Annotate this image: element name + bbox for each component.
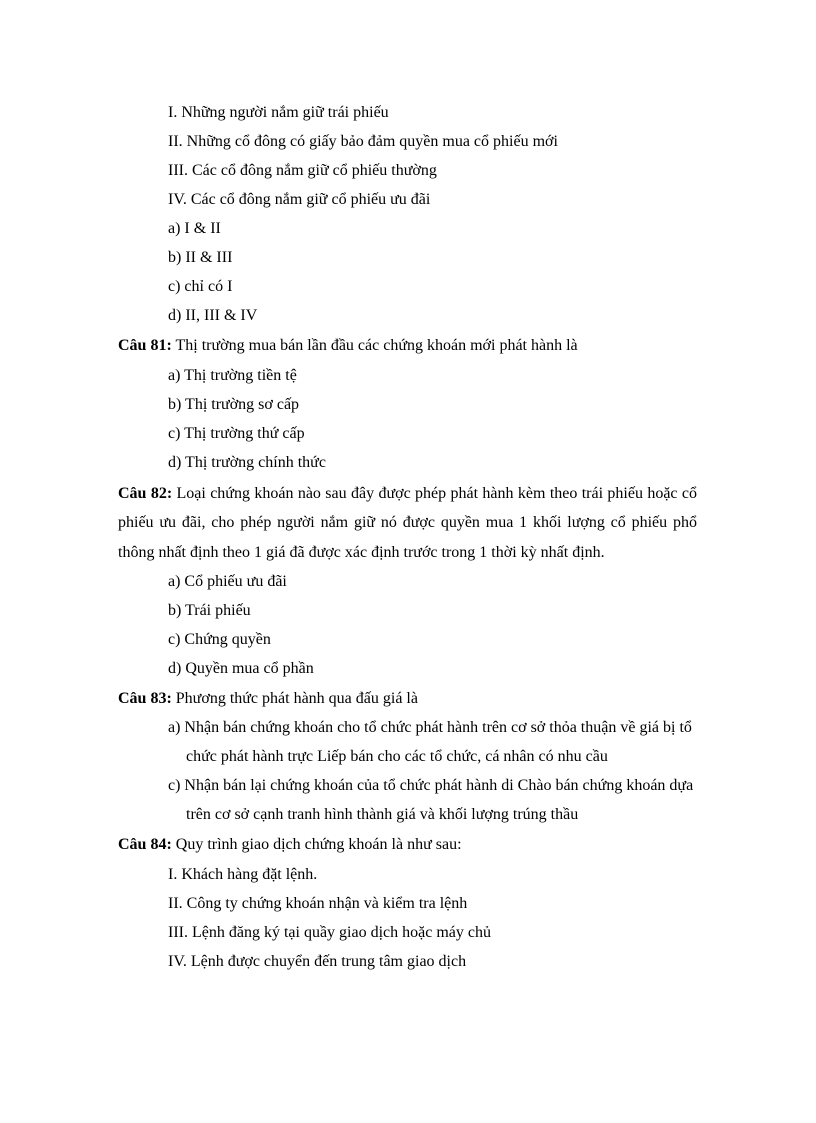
answer-option: d) Quyền mua cổ phần [168, 660, 314, 677]
list-item: I. Những người nắm giữ trái phiếu [168, 104, 389, 121]
list-item: II. Những cổ đông có giấy bảo đảm quyền mua cổ phiếu mới [168, 133, 558, 150]
answer-option: c) Thị trường thứ cấp [168, 425, 305, 442]
question-text: Phương thức phát hành qua đấu giá là [171, 690, 418, 707]
question-82 [118, 479, 697, 567]
list-item: III. Lệnh đăng ký tại quầy giao dịch hoặc máy chủ [168, 924, 491, 941]
list-item: IV. Các cổ đông nắm giữ cổ phiếu ưu đãi [168, 191, 431, 208]
question-label: Câu 83: [118, 690, 172, 707]
answer-option: b) Thị trường sơ cấp [168, 396, 300, 413]
question-text: Quy trình giao dịch chứng khoán là như sau: [171, 836, 462, 853]
list-item: IV. Lệnh được chuyển đến trung tâm giao dịch [168, 953, 467, 970]
question-81 [118, 336, 578, 356]
question-text: Loại chứng khoán nào sau đây được phép phát hành kèm theo trái phiếu hoặc cổ phiếu ưu đãi, cho phép người nắm giữ nó được quyền mua 1 khối lượng cổ phiếu phổ thông nhất định theo 1 giá đã được xác định trước trong 1 thời kỳ nhất định. [118, 485, 698, 561]
question-label: Câu 84: [118, 836, 172, 853]
answer-option: a) Thị trường tiền tệ [168, 367, 297, 384]
answer-option: b) Trái phiếu [168, 602, 251, 619]
question-83 [118, 689, 418, 709]
list-item: III. Các cổ đông nắm giữ cổ phiếu thường [168, 162, 437, 179]
list-item: I. Khách hàng đặt lệnh. [168, 866, 318, 883]
answer-option: a) Cổ phiếu ưu đãi [168, 573, 287, 590]
answer-option: d) II, III & IV [168, 307, 258, 324]
answer-option: d) Thị trường chính thức [168, 454, 326, 471]
answer-option-line: a) Nhận bán chứng khoán cho tổ chức phát hành trên cơ sở thỏa thuận về giá bị tổ [168, 719, 692, 736]
list-item: II. Công ty chứng khoán nhận và kiểm tra lệnh [168, 895, 468, 912]
answer-option: c) chỉ có I [168, 278, 233, 295]
answer-option-line: chức phát hành trực Liếp bán cho các tổ chức, cá nhân có nhu cầu [186, 748, 608, 765]
question-84 [118, 835, 462, 855]
question-text: Thị trường mua bán lần đầu các chứng khoán mới phát hành là [171, 337, 578, 354]
answer-option: c) Chứng quyền [168, 631, 271, 648]
answer-option: b) II & III [168, 249, 233, 266]
answer-option-line: trên cơ sở cạnh tranh hình thành giá và khối lượng trúng thầu [186, 806, 579, 823]
answer-option-line: c) Nhận bán lại chứng khoán của tổ chức phát hành di Chào bán chứng khoán dựa [168, 777, 694, 794]
question-label: Câu 81: [118, 337, 172, 354]
question-label: Câu 82: [118, 485, 173, 502]
answer-option: a) I & II [168, 220, 221, 237]
